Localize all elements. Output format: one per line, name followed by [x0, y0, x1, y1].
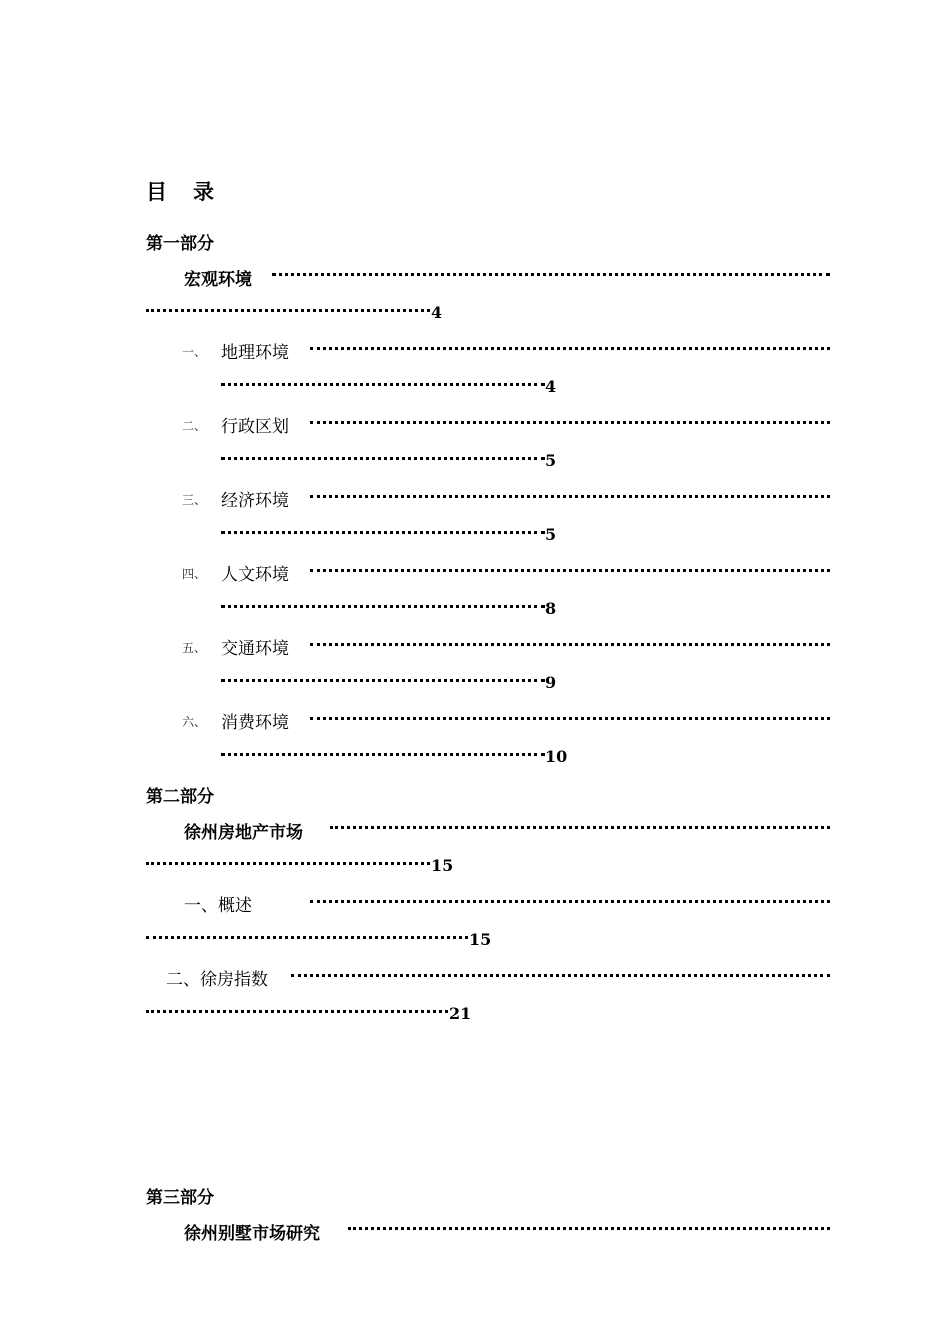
toc-title-char2: 录: [193, 179, 216, 204]
toc-item-page: 5: [545, 451, 557, 470]
toc-item-page: 5: [545, 525, 557, 544]
item-number: 三、: [182, 493, 207, 507]
part3-heading: 第三部分: [146, 1188, 214, 1208]
part2-heading: 第二部分: [146, 787, 214, 807]
item-number: 四、: [182, 567, 207, 581]
toc-item-page: 8: [545, 599, 557, 618]
leader-dots: [310, 643, 830, 646]
toc-title-char1: 目: [146, 179, 169, 204]
leader-dots: [310, 900, 830, 903]
leader-dots: [146, 936, 468, 939]
toc-item-label[interactable]: 一、概述: [184, 896, 252, 916]
toc-item-label[interactable]: 经济环境: [221, 491, 289, 511]
part2-section-title[interactable]: 徐州房地产市场: [184, 823, 303, 843]
leader-dots: [221, 383, 545, 386]
part1-section-page: 4: [431, 303, 443, 322]
toc-item-page: 9: [545, 673, 557, 692]
item-number: 六、: [182, 715, 207, 729]
toc-item-page: 4: [545, 377, 557, 396]
leader-dots: [310, 717, 830, 720]
item-number: 一、: [182, 345, 207, 359]
toc-item-label[interactable]: 二、徐房指数: [166, 970, 268, 990]
leader-dots: [221, 605, 545, 608]
leader-dots: [146, 309, 430, 312]
toc-item-label[interactable]: 交通环境: [221, 639, 289, 659]
leader-dots: [291, 974, 830, 977]
toc-item-label[interactable]: 人文环境: [221, 565, 289, 585]
leader-dots: [348, 1227, 830, 1230]
leader-dots: [221, 753, 545, 756]
part3-section-title[interactable]: 徐州别墅市场研究: [184, 1224, 320, 1244]
leader-dots: [330, 826, 830, 829]
item-number: 二、: [182, 419, 207, 433]
leader-dots: [146, 862, 430, 865]
part1-heading: 第一部分: [146, 234, 214, 254]
toc-item-label[interactable]: 消费环境: [221, 713, 289, 733]
toc-item-page: 21: [449, 1004, 472, 1023]
toc-item-label[interactable]: 地理环境: [221, 343, 289, 363]
leader-dots: [310, 347, 830, 350]
leader-dots: [221, 679, 545, 682]
toc-item-page: 10: [545, 747, 568, 766]
leader-dots: [310, 421, 830, 424]
leader-dots: [310, 569, 830, 572]
leader-dots: [221, 457, 545, 460]
leader-dots: [310, 495, 830, 498]
part2-section-page: 15: [431, 856, 454, 875]
leader-dots: [221, 531, 545, 534]
item-number: 五、: [182, 641, 207, 655]
leader-dots: [146, 1010, 448, 1013]
toc-item-page: 15: [469, 930, 492, 949]
part1-section-title[interactable]: 宏观环境: [184, 270, 252, 290]
toc-title: [146, 176, 216, 206]
toc-item-label[interactable]: 行政区划: [221, 417, 289, 437]
leader-dots: [272, 273, 830, 276]
